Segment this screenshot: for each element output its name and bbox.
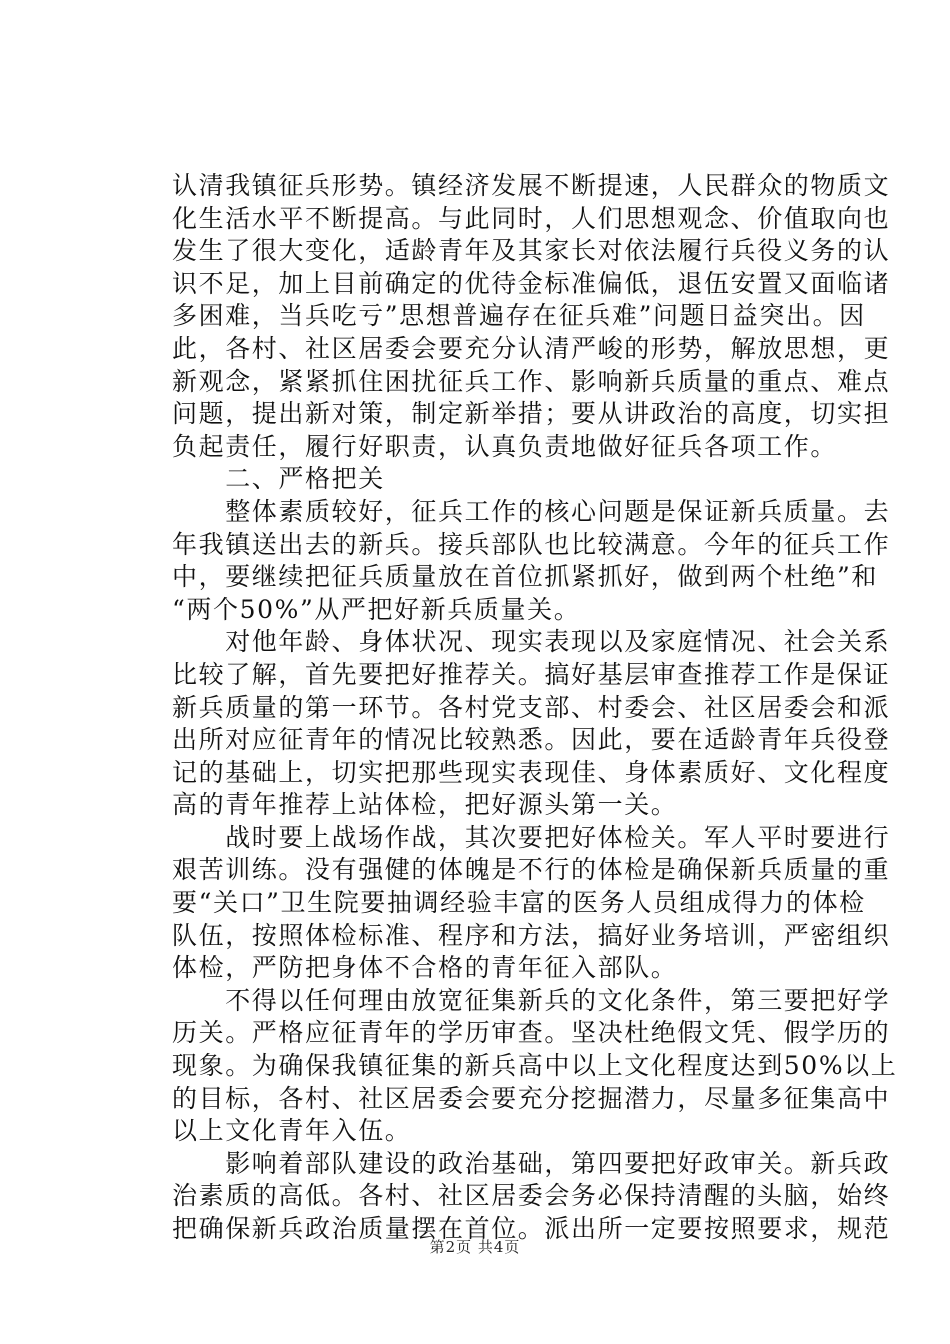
text-line: 识不足，加上目前确定的优待金标准偏低，退伍安置又面临诸 [172,268,891,298]
text-line: 新观念，紧紧抓住困扰征兵工作、影响新兵质量的重点、难点 [172,366,891,396]
text-line: 的目标，各村、社区居委会要充分挖掘潜力，尽量多征集高中 [172,1083,891,1113]
text-line: “两个50%”从严把好新兵质量关。 [172,594,581,624]
text-line: 此，各村、社区居委会要充分认清严峻的形势，解放思想，更 [172,333,891,363]
text-line: 不得以任何理由放宽征集新兵的文化条件，第三要把好学 [172,985,891,1015]
text-line: 对他年龄、身体状况、现实表现以及家庭情况、社会关系 [172,627,891,657]
text-line: 要“关口”卫生院要抽调经验丰富的医务人员组成得力的体检 [172,888,866,918]
text-line: 化生活水平不断提高。与此同时，人们思想观念、价值取向也 [172,203,891,233]
text-line: 体检，严防把身体不合格的青年征入部队。 [172,953,678,983]
text-line: 整体素质较好，征兵工作的核心问题是保证新兵质量。去 [172,496,891,526]
text-line: 出所对应征青年的情况比较熟悉。因此，要在适龄青年兵役登 [172,725,891,755]
text-line: 年我镇送出去的新兵。接兵部队也比较满意。今年的征兵工作 [172,529,891,559]
text-line: 战时要上战场作战，其次要把好体检关。军人平时要进行 [172,822,891,852]
text-line: 认清我镇征兵形势。镇经济发展不断提速，人民群众的物质文 [172,171,891,200]
text-line: 现象。为确保我镇征集的新兵高中以上文化程度达到50%以上 [172,1051,898,1081]
text-line: 发生了很大变化，适龄青年及其家长对依法履行兵役义务的认 [172,236,891,266]
page-footer [0,1236,950,1257]
text-line: 以上文化青年入伍。 [172,1116,412,1146]
text-line: 艰苦训练。没有强健的体魄是不行的体检是确保新兵质量的重 [172,855,891,885]
text-line: 治素质的高低。各村、社区居委会务必保持清醒的头脑，始终 [172,1181,891,1211]
text-line: 负起责任，履行好职责，认真负责地做好征兵各项工作。 [172,431,838,461]
text-line: 队伍，按照体检标准、程序和方法，搞好业务培训，严密组织 [172,920,891,950]
text-line: 新兵质量的第一环节。各村党支部、村委会、社区居委会和派 [172,692,891,722]
text-line: 记的基础上，切实把那些现实表现佳、身体素质好、文化程度 [172,757,891,787]
text-line: 高的青年推荐上站体检，把好源头第一关。 [172,790,678,820]
text-line: 比较了解，首先要把好推荐关。搞好基层审查推荐工作是保证 [172,659,891,689]
text-line: 把确保新兵政治质量摆在首位。派出所一定要按照要求，规范 [172,1214,891,1243]
text-line: 影响着部队建设的政治基础，第四要把好政审关。新兵政 [172,1148,891,1178]
text-line: 问题，提出新对策，制定新举措；要从讲政治的高度，切实担 [172,399,891,429]
text-line: 历关。严格应征青年的学历审查。坚决杜绝假文凭、假学历的 [172,1018,891,1048]
section-heading: 二、严格把关 [172,464,385,494]
body-text [172,170,898,1246]
text-line: 多困难，当兵吃亏”思想普遍存在征兵难”问题日益突出。因 [172,301,866,331]
page-number-label: 第2页 共4页 [429,1238,521,1256]
text-line: 中，要继续把征兵质量放在首位抓紧抓好，做到两个杜绝”和 [172,562,878,592]
